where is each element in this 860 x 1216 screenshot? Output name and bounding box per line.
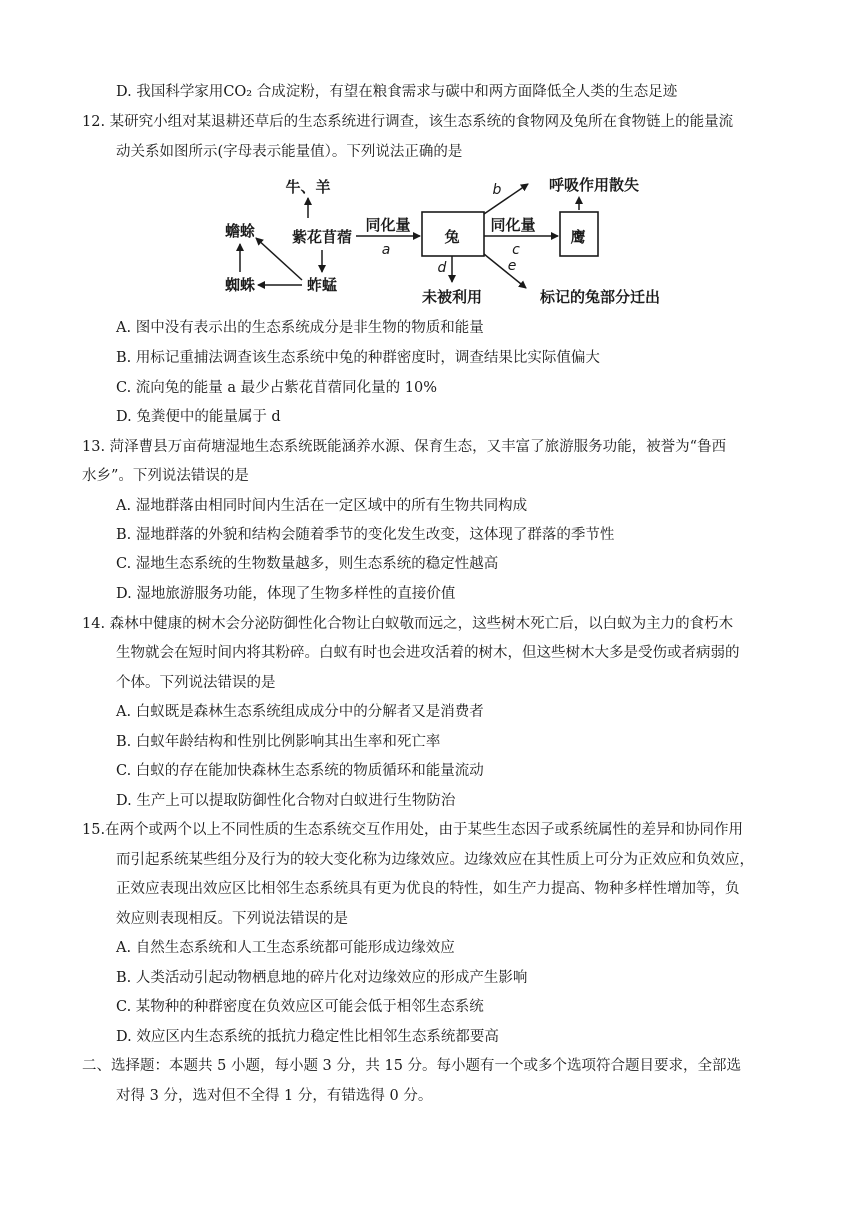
label-unused: 未被利用: [421, 288, 483, 306]
q14-stem-line2: 生物就会在短时间内将其粉碎。白蚁有时也会进攻活着的树木，但这些树木大多是受伤或者病弱的: [116, 645, 740, 661]
q13-option-d: D. 湿地旅游服务功能，体现了生物多样性的直接价值: [116, 586, 456, 602]
label-e: e: [507, 258, 517, 274]
label-emigration: 标记的兔部分迁出: [539, 288, 661, 306]
q13-stem-line1: 13. 菏泽曹县万亩荷塘湿地生态系统既能涵养水源、保育生态，又丰富了旅游服务功能，被誉为“鲁西: [82, 439, 727, 455]
section2-heading-line1: 二、选择题：本题共 5 小题，每小题 3 分，共 15 分。每小题有一个或多个选项符合题目要求，全部选: [82, 1058, 742, 1074]
q12-option-b: B. 用标记重捕法调查该生态系统中兔的种群密度时，调查结果比实际值偏大: [116, 350, 600, 366]
label-assimilation-1: 同化量: [365, 216, 411, 234]
label-a: a: [381, 242, 391, 258]
arrow-emigration: [484, 254, 526, 288]
node-rabbit: 兔: [444, 228, 460, 246]
q13-option-c: C. 湿地生态系统的生物数量越多，则生态系统的稳定性越高: [116, 556, 499, 572]
food-web-diagram: [210, 168, 680, 310]
q15-option-a: A. 自然生态系统和人工生态系统都可能形成边缘效应: [116, 940, 455, 956]
q15-stem-line1: 15.在两个或两个以上不同性质的生态系统交互作用处，由于某些生态因子或系统属性的差异和协同作用: [82, 822, 744, 838]
arrow-eagle-respiration-head: [575, 196, 583, 204]
q13-option-a: A. 湿地群落由相同时间内生活在一定区域中的所有生物共同构成: [116, 498, 528, 514]
node-grasshopper: 蚱蜢: [306, 276, 338, 294]
q12-stem-line2: 动关系如图所示(字母表示能量值）。下列说法正确的是: [116, 144, 463, 160]
q14-option-d: D. 生产上可以提取防御性化合物对白蚁进行生物防治: [116, 793, 456, 809]
q15-stem-line3: 正效应表现出效应区比相邻生态系统具有更为优良的特性，如生产力提高、物种多样性增加等，负: [116, 881, 740, 897]
node-cow-sheep: 牛、羊: [285, 178, 331, 196]
section2-heading-line2: 对得 3 分，选对但不全得 1 分，有错选得 0 分。: [116, 1088, 433, 1104]
q15-stem-line4: 效应则表现相反。下列说法错误的是: [116, 911, 348, 927]
q14-stem-line3: 个体。下列说法错误的是: [116, 675, 276, 691]
q12-stem-line1: 12. 某研究小组对某退耕还草后的生态系统进行调查，该生态系统的食物网及兔所在食物链上的能量流: [82, 114, 734, 130]
q15-option-c: C. 某物种的种群密度在负效应区可能会低于相邻生态系统: [116, 999, 484, 1015]
q13-stem-line2: 水乡”。下列说法错误的是: [82, 468, 249, 484]
q12-option-a: A. 图中没有表示出的生态系统成分是非生物的物质和能量: [116, 320, 484, 336]
label-respiration: 呼吸作用散失: [548, 176, 640, 194]
q11-option-d: D. 我国科学家用CO₂ 合成淀粉，有望在粮食需求与碳中和两方面降低全人类的生态足迹: [116, 84, 678, 100]
label-d: d: [437, 260, 447, 276]
q13-option-b: B. 湿地群落的外貌和结构会随着季节的变化发生改变，这体现了群落的季节性: [116, 527, 615, 543]
q12-option-c: C. 流向兔的能量 a 最少占紫花苜蓿同化量的 10%: [116, 380, 437, 396]
label-assimilation-2: 同化量: [490, 216, 536, 234]
node-toad: 蟾蜍: [224, 222, 256, 240]
node-spider: 蜘蛛: [224, 276, 256, 294]
node-alfalfa: 紫花苜蓿: [291, 228, 353, 246]
q14-option-c: C. 白蚁的存在能加快森林生态系统的物质循环和能量流动: [116, 763, 484, 779]
q15-option-d: D. 效应区内生态系统的抵抗力稳定性比相邻生态系统都要高: [116, 1029, 499, 1045]
q14-stem-line1: 14. 森林中健康的树木会分泌防御性化合物让白蚁敬而远之，这些树木死亡后，以白蚁为主力的食朽木: [82, 616, 734, 632]
q14-option-a: A. 白蚁既是森林生态系统组成成分中的分解者又是消费者: [116, 704, 484, 720]
q14-option-b: B. 白蚁年龄结构和性别比例影响其出生率和死亡率: [116, 734, 441, 750]
label-c: c: [512, 242, 520, 258]
q12-option-d: D. 兔粪便中的能量属于 d: [116, 409, 281, 425]
node-eagle: 鹰: [570, 228, 586, 246]
q15-stem-line2: 而引起系统某些组分及行为的较大变化称为边缘效应。边缘效应在其性质上可分为正效应和负效应，: [116, 852, 754, 868]
q15-option-b: B. 人类活动引起动物栖息地的碎片化对边缘效应的形成产生影响: [116, 970, 528, 986]
arrow-respiration: [484, 184, 528, 214]
label-b: b: [492, 182, 502, 198]
